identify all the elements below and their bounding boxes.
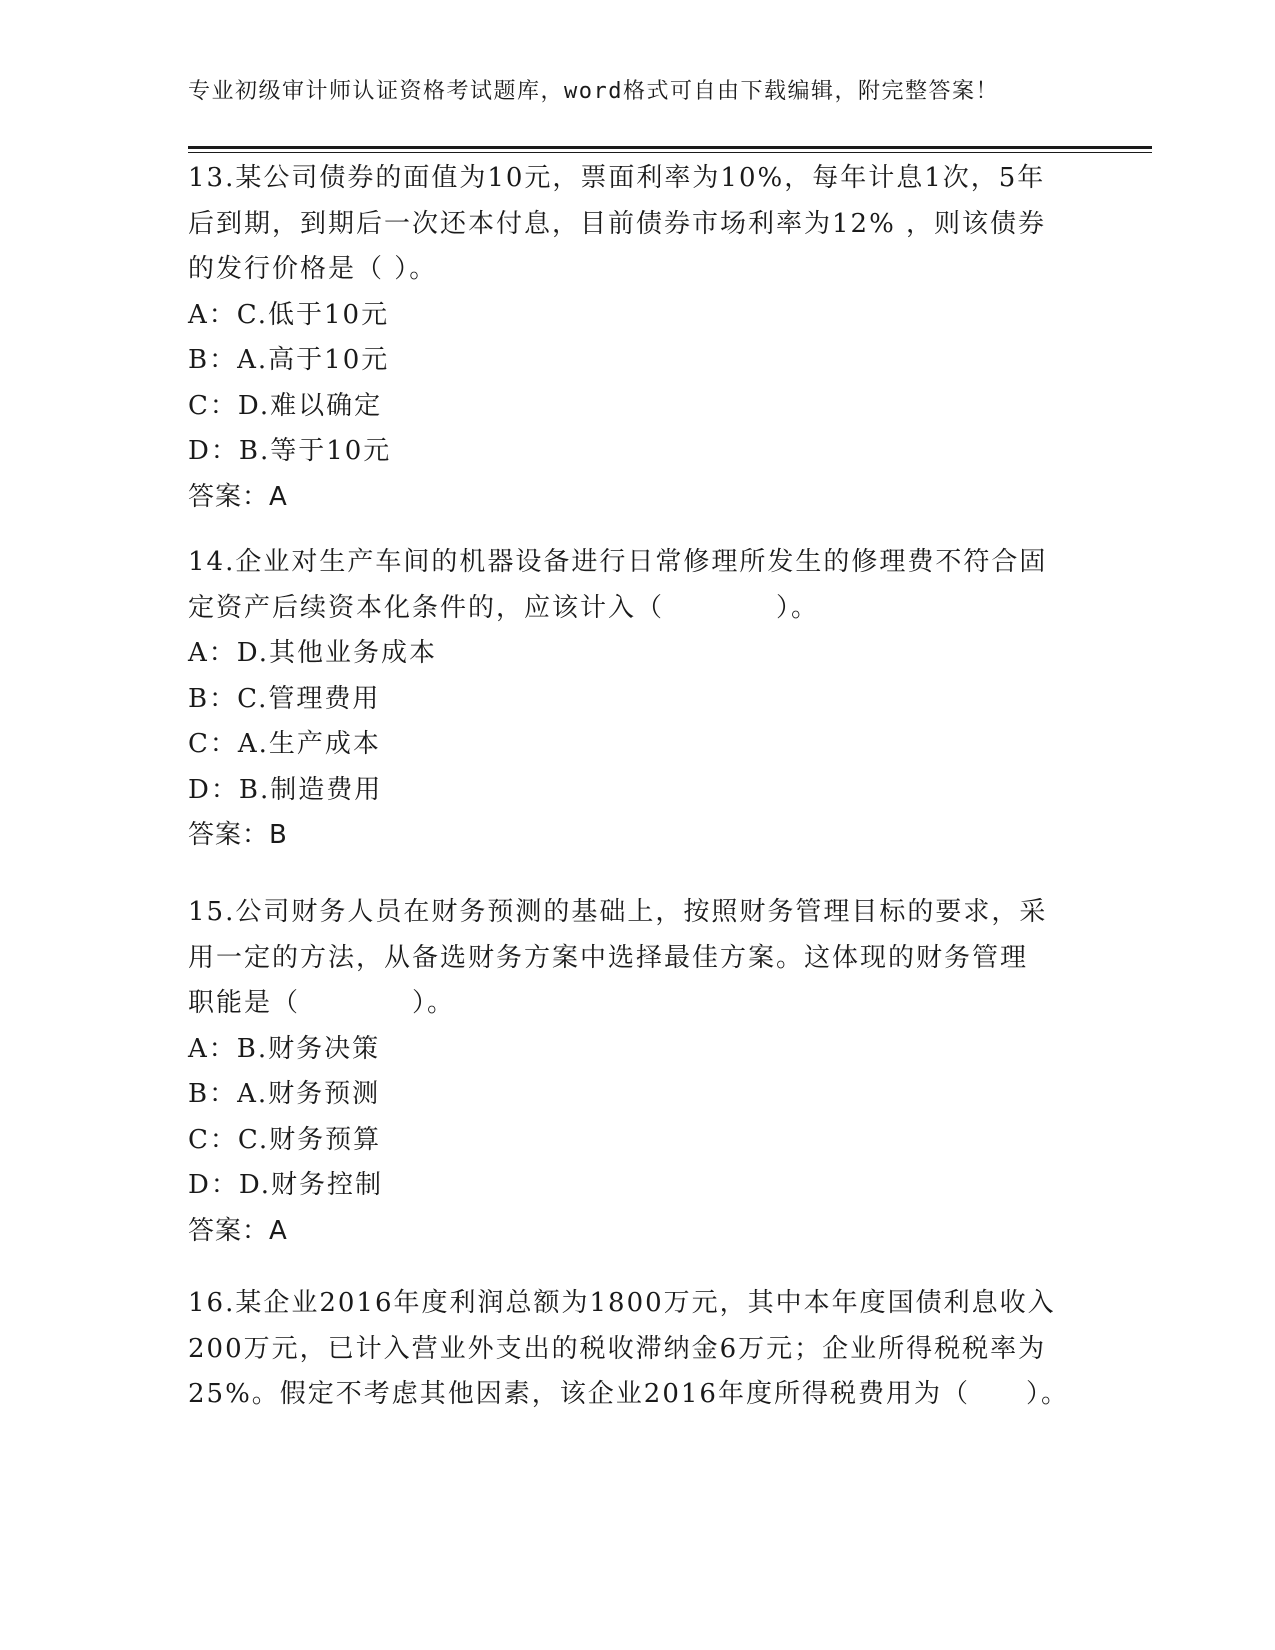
stem-line: 13.某公司债券的面值为10元，票面利率为10%，每年计息1次，5年	[188, 163, 1046, 193]
question-stem	[188, 156, 1046, 293]
stem-line: 后到期，到期后一次还本付息，目前债券市场利率为12% ，则该债券	[188, 208, 1047, 239]
page-header: 专业初级审计师认证资格考试题库，word格式可自由下载编辑，附完整答案！	[188, 79, 999, 104]
stem-line: 职能是（ ）。	[188, 988, 456, 1018]
stem-line: 的发行价格是（ ）。	[188, 254, 438, 284]
answer-label: 答案：A	[188, 1215, 288, 1246]
question-15	[188, 890, 1047, 1254]
option-d: D：B.制造费用	[188, 774, 383, 805]
stem-line: 16.某企业2016年度利润总额为1800万元，其中本年度国债利息收入	[188, 1288, 1056, 1318]
answer-label: 答案：A	[188, 481, 288, 512]
option-a: A：C.低于10元	[188, 299, 390, 330]
option-b: B：A.财务预测	[188, 1079, 381, 1109]
question-stem	[188, 1281, 1069, 1418]
question-stem	[188, 890, 1047, 1027]
stem-line: 14.企业对生产车间的机器设备进行日常修理所发生的修理费不符合固	[188, 547, 1048, 577]
question-stem	[188, 540, 1047, 631]
option-b: B：C.管理费用	[188, 683, 381, 714]
option-d: D：B.等于10元	[188, 436, 392, 466]
option-b: B：A.高于10元	[188, 345, 390, 375]
option-a: A：D.其他业务成本	[188, 638, 437, 668]
question-14	[188, 540, 1047, 859]
option-a: A：B.财务决策	[188, 1033, 381, 1064]
stem-line: 15.公司财务人员在财务预测的基础上，按照财务管理目标的要求，采	[188, 897, 1048, 927]
option-c: C：C.财务预算	[188, 1124, 382, 1155]
header-divider-thin	[188, 152, 1152, 153]
answer-label: 答案：B	[188, 820, 288, 850]
stem-line: 200万元，已计入营业外支出的税收滞纳金6万元；企业所得税税率为	[188, 1333, 1047, 1364]
stem-line: 用一定的方法，从备选财务方案中选择最佳方案。这体现的财务管理	[188, 942, 1029, 973]
option-c: C：A.生产成本	[188, 729, 381, 759]
stem-line: 25%。假定不考虑其他因素，该企业2016年度所得税费用为（ ）。	[188, 1379, 1069, 1409]
option-d: D：D.财务控制	[188, 1170, 384, 1200]
stem-line: 定资产后续资本化条件的，应该计入（ ）。	[188, 592, 820, 623]
question-13	[188, 156, 1046, 520]
header-divider	[188, 146, 1152, 149]
option-c: C：D.难以确定	[188, 390, 383, 421]
question-16	[188, 1281, 1069, 1418]
